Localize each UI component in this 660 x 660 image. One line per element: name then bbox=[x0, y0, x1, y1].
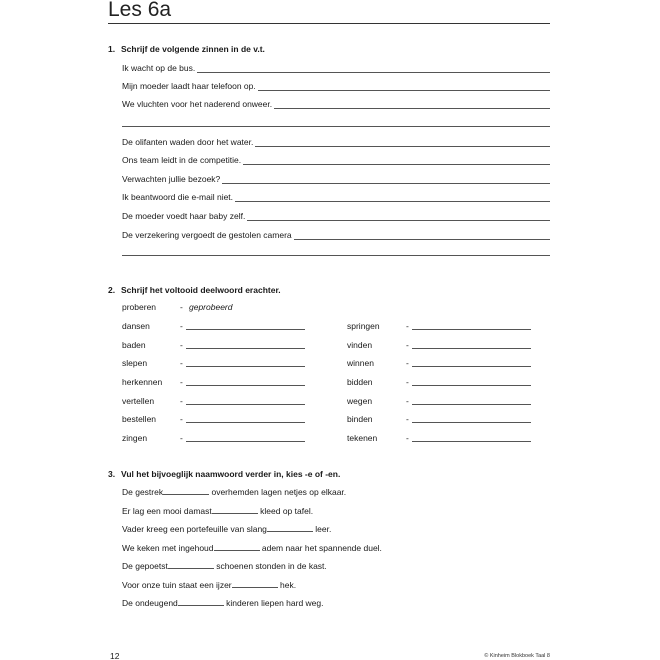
fill-blank[interactable] bbox=[168, 562, 214, 569]
answer-line[interactable] bbox=[122, 126, 550, 127]
verb-left: dansen bbox=[122, 321, 150, 331]
verb-left: vertellen bbox=[122, 396, 155, 406]
copyright: © Kinheim Blokboek Taal 8 bbox=[484, 653, 550, 659]
s1-line[interactable] bbox=[122, 61, 550, 73]
answer-line[interactable] bbox=[294, 233, 550, 240]
answer-line[interactable] bbox=[258, 84, 550, 91]
verb-left: herkennen bbox=[122, 377, 163, 387]
s3-sentence bbox=[122, 598, 324, 608]
s1-line[interactable] bbox=[122, 209, 550, 221]
verb-right: winnen bbox=[347, 358, 374, 368]
s3-after: hek. bbox=[277, 580, 297, 590]
s1-line[interactable] bbox=[122, 190, 550, 202]
answer-line[interactable] bbox=[412, 329, 531, 330]
answer-line[interactable] bbox=[274, 102, 550, 109]
answer-line[interactable] bbox=[412, 348, 531, 349]
answer-line[interactable] bbox=[247, 214, 550, 221]
answer-line[interactable] bbox=[255, 140, 550, 147]
s1-sentence: De moeder voedt haar baby zelf. bbox=[122, 211, 246, 221]
s1-sentence: De olifanten waden door het water. bbox=[122, 137, 254, 147]
dash: - bbox=[180, 396, 183, 406]
s3-sentence bbox=[122, 561, 327, 571]
s3-after: schoenen stonden in de kast. bbox=[213, 561, 327, 571]
answer-line[interactable] bbox=[412, 441, 531, 442]
fill-blank[interactable] bbox=[267, 525, 313, 532]
answer-line[interactable] bbox=[412, 385, 531, 386]
s1-line[interactable] bbox=[122, 97, 550, 109]
dash: - bbox=[406, 396, 409, 406]
s3-after: kleed op tafel. bbox=[257, 506, 314, 516]
answer-line[interactable] bbox=[186, 441, 305, 442]
section1-number: 1. bbox=[108, 44, 116, 54]
s1-line[interactable] bbox=[122, 172, 550, 184]
verb-left: bestellen bbox=[122, 414, 157, 424]
answer-line[interactable] bbox=[186, 366, 305, 367]
s3-sentence bbox=[122, 487, 346, 497]
s3-before: De gepoetst bbox=[122, 561, 168, 571]
s3-before: We keken met ingehoud bbox=[122, 543, 214, 553]
dash: - bbox=[406, 358, 409, 368]
answer-line[interactable] bbox=[243, 158, 550, 165]
s1-sentence: Ons team leidt in de competitie. bbox=[122, 155, 242, 165]
answer-line[interactable] bbox=[186, 385, 305, 386]
section2-heading bbox=[108, 285, 281, 295]
s1-sentence: Ik beantwoord die e-mail niet. bbox=[122, 192, 234, 202]
verb-right: bidden bbox=[347, 377, 373, 387]
dash: - bbox=[406, 377, 409, 387]
s3-after: kinderen liepen hard weg. bbox=[223, 598, 324, 608]
section2-heading-text: Schrijf het voltooid deelwoord erachter. bbox=[121, 285, 281, 295]
dash: - bbox=[406, 433, 409, 443]
title-rule bbox=[108, 23, 550, 24]
answer-line[interactable] bbox=[186, 348, 305, 349]
verb-right: springen bbox=[347, 321, 380, 331]
fill-blank[interactable] bbox=[232, 581, 278, 588]
fill-blank[interactable] bbox=[214, 544, 260, 551]
answer-line[interactable] bbox=[412, 404, 531, 405]
answer-line[interactable] bbox=[186, 329, 305, 330]
section3-heading bbox=[108, 469, 340, 479]
section1-heading-text: Schrijf de volgende zinnen in de v.t. bbox=[121, 44, 265, 54]
s3-before: De ondeugend bbox=[122, 598, 178, 608]
s1-sentence: Verwachten jullie bezoek? bbox=[122, 174, 221, 184]
s1-line[interactable] bbox=[122, 153, 550, 165]
s1-sentence: Mijn moeder laadt haar telefoon op. bbox=[122, 81, 256, 91]
verb-right: tekenen bbox=[347, 433, 378, 443]
s1-sentence: De verzekering vergoedt de gestolen camera bbox=[122, 230, 292, 240]
dash: - bbox=[180, 414, 183, 424]
verb-left: slepen bbox=[122, 358, 148, 368]
s1-line[interactable] bbox=[122, 228, 550, 240]
dash: - bbox=[406, 321, 409, 331]
section1-heading bbox=[108, 44, 265, 54]
fill-blank[interactable] bbox=[178, 599, 224, 606]
s3-after: leer. bbox=[312, 524, 332, 534]
s3-after: adem naar het spannende duel. bbox=[259, 543, 382, 553]
section3-number: 3. bbox=[108, 469, 116, 479]
example-dash: - bbox=[180, 302, 183, 312]
s1-line[interactable] bbox=[122, 79, 550, 91]
answer-line[interactable] bbox=[412, 366, 531, 367]
s3-sentence bbox=[122, 506, 313, 516]
section3-heading-text: Vul het bijvoeglijk naamwoord verder in, kies -e of -en. bbox=[121, 469, 341, 479]
answer-line[interactable] bbox=[122, 255, 550, 256]
s3-sentence bbox=[122, 543, 382, 553]
page-title: Les 6a bbox=[108, 0, 172, 21]
s3-before: Voor onze tuin staat een ijzer bbox=[122, 580, 232, 590]
s3-before: De gestrek bbox=[122, 487, 164, 497]
s3-before: Vader kreeg een portefeuille van slang bbox=[122, 524, 267, 534]
dash: - bbox=[180, 377, 183, 387]
s1-sentence: We vluchten voor het naderend onweer. bbox=[122, 99, 273, 109]
verb-right: vinden bbox=[347, 340, 373, 350]
verb-right: wegen bbox=[347, 396, 373, 406]
s3-sentence bbox=[122, 580, 296, 590]
answer-line[interactable] bbox=[235, 195, 550, 202]
example-answer: geprobeerd bbox=[189, 302, 233, 312]
dash: - bbox=[180, 321, 183, 331]
answer-line[interactable] bbox=[412, 422, 531, 423]
verb-right: binden bbox=[347, 414, 373, 424]
answer-line[interactable] bbox=[186, 404, 305, 405]
answer-line[interactable] bbox=[197, 66, 550, 73]
answer-line[interactable] bbox=[222, 177, 550, 184]
verb-left: baden bbox=[122, 340, 146, 350]
page-number: 12 bbox=[110, 651, 120, 660]
verb-left: zingen bbox=[122, 433, 148, 443]
s3-after: overhemden lagen netjes op elkaar. bbox=[209, 487, 347, 497]
s3-sentence bbox=[122, 524, 331, 534]
section2-number: 2. bbox=[108, 285, 116, 295]
s3-before: Er lag een mooi damast bbox=[122, 506, 212, 516]
dash: - bbox=[406, 414, 409, 424]
answer-line[interactable] bbox=[186, 422, 305, 423]
dash: - bbox=[406, 340, 409, 350]
fill-blank[interactable] bbox=[163, 488, 209, 495]
example-word: proberen bbox=[122, 302, 157, 312]
s1-line[interactable] bbox=[122, 135, 550, 147]
dash: - bbox=[180, 358, 183, 368]
fill-blank[interactable] bbox=[212, 507, 258, 514]
dash: - bbox=[180, 433, 183, 443]
dash: - bbox=[180, 340, 183, 350]
s1-sentence: Ik wacht op de bus. bbox=[122, 63, 196, 73]
